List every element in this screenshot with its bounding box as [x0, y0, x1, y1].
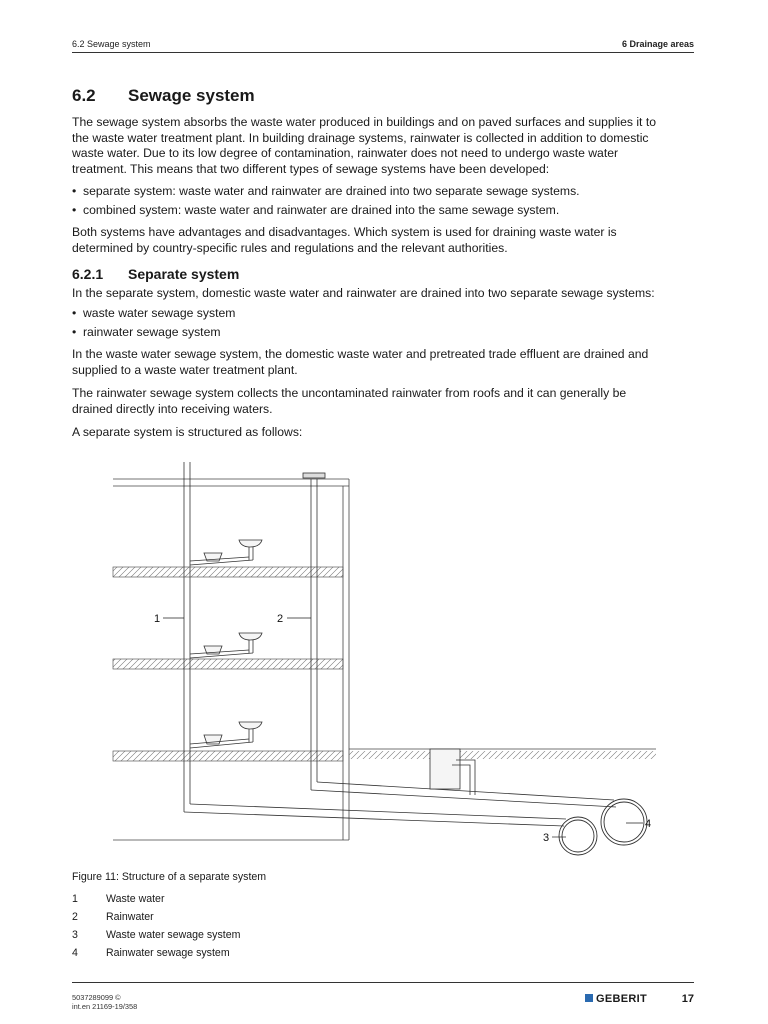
text-line: The sewage system absorbs the waste water produced in buildings and on paved surfaces and supplies it to: [72, 115, 656, 129]
subsection-paragraph-3: A separate system is structured as follows:: [72, 425, 303, 439]
callout-label: 1: [154, 613, 161, 625]
bullet-item: • rainwater sewage system: [72, 325, 221, 339]
subsection-number: 6.2.1: [72, 266, 104, 282]
ground-surface: [349, 749, 656, 759]
legend-number: 3: [72, 929, 78, 941]
waste-water-drain-pipe: [184, 804, 566, 826]
rainwater-drain-pipe: [311, 782, 616, 807]
legend-label: Rainwater sewage system: [106, 947, 230, 959]
brand-name: GEBERIT: [596, 993, 647, 1005]
legend-label: Waste water: [106, 893, 165, 905]
toilet-and-sink-floor-1: [190, 722, 262, 748]
subsection-heading: [72, 266, 239, 282]
rainwater-downpipe: [303, 473, 325, 790]
text-line: the waste water treatment plant. In building drainage systems, rainwater is collected in addition to domestic: [72, 130, 649, 145]
text-line: The rainwater sewage system collects the uncontaminated rainwater from roofs and it can generally be: [72, 386, 627, 400]
callout-label: 2: [277, 613, 284, 625]
text-line: treatment. This means that two different types of sewage systems have been developed:: [72, 161, 550, 176]
header-rule: [72, 52, 694, 53]
running-header-left: 6.2 Sewage system: [72, 39, 151, 49]
roof-slab: [113, 479, 349, 486]
text-line: In the waste water sewage system, the domestic waste water and pretreated trade effluent are drained and: [72, 347, 649, 361]
subsection-paragraph-2: [72, 386, 697, 417]
geberit-logo: [585, 993, 647, 1005]
legend-item: [72, 911, 154, 923]
bullet-item: • separate system: waste water and rainwater are drained into two separate sewage systems.: [72, 184, 580, 198]
subsection-title: Separate system: [128, 266, 240, 282]
bullet-text: separate system: waste water and rainwater are drained into two separate sewage systems.: [83, 184, 580, 198]
section-paragraph-2: [72, 225, 697, 256]
rainwater-sewer-pipe: [601, 799, 647, 845]
page-number: 17: [681, 993, 694, 1005]
separate-system-diagram: [0, 450, 768, 860]
toilet-and-sink-floor-3: [190, 540, 262, 565]
doc-number: 5037289099 ©: [72, 993, 121, 1002]
floor-slab: [113, 567, 343, 577]
bullet-item: • combined system: waste water and rainwater are drained into the same sewage system.: [72, 203, 560, 217]
logo-square-icon: [585, 994, 593, 1002]
section-number: 6.2: [72, 86, 96, 105]
text-line: determined by country-specific rules and regulations and the relevant authorities.: [72, 240, 508, 255]
subsection-intro: In the separate system, domestic waste water and rainwater are drained into two separate sewage systems:: [72, 286, 655, 300]
text-line: drained directly into receiving waters.: [72, 401, 273, 416]
text-line: Both systems have advantages and disadvantages. Which system is used for draining waste water is: [72, 225, 617, 239]
bullet-item: • waste water sewage system: [72, 306, 236, 320]
waste-water-sewer-pipe: [559, 817, 597, 855]
section-intro-paragraph: [72, 115, 697, 177]
legend-label: Rainwater: [106, 911, 154, 923]
bullet-text: waste water sewage system: [83, 306, 236, 320]
legend-number: 4: [72, 947, 78, 959]
running-header-right: 6 Drainage areas: [621, 39, 694, 49]
callout-1: [154, 613, 184, 625]
text-line: waste water. Due to its low degree of contamination, rainwater does not need to undergo waste water: [72, 146, 619, 161]
text-line: supplied to a waste water treatment plant.: [72, 362, 298, 377]
footer-rule: [72, 982, 694, 983]
subsection-paragraph-1: [72, 347, 697, 378]
bullet-text: combined system: waste water and rainwater are drained into the same sewage system.: [83, 203, 560, 217]
figure-caption: Figure 11: Structure of a separate system: [72, 871, 267, 883]
callout-label: 4: [645, 818, 652, 830]
doc-version: int.en 21169-19/358: [72, 1002, 138, 1011]
footer-doc-info: [72, 993, 137, 1011]
legend-item: [72, 893, 164, 905]
bullet-text: rainwater sewage system: [83, 325, 221, 339]
legend-number: 2: [72, 911, 78, 923]
legend-item: [72, 947, 230, 959]
callout-4: [626, 818, 651, 830]
section-title: Sewage system: [128, 86, 255, 105]
floor-slab: [113, 659, 343, 669]
legend-label: Waste water sewage system: [106, 929, 241, 941]
legend-number: 1: [72, 893, 78, 905]
floor-slab: [113, 751, 343, 761]
legend-item: [72, 929, 240, 941]
callout-label: 3: [543, 832, 550, 844]
toilet-and-sink-floor-2: [190, 633, 262, 658]
callout-2: [277, 613, 311, 625]
section-heading: [72, 86, 255, 106]
